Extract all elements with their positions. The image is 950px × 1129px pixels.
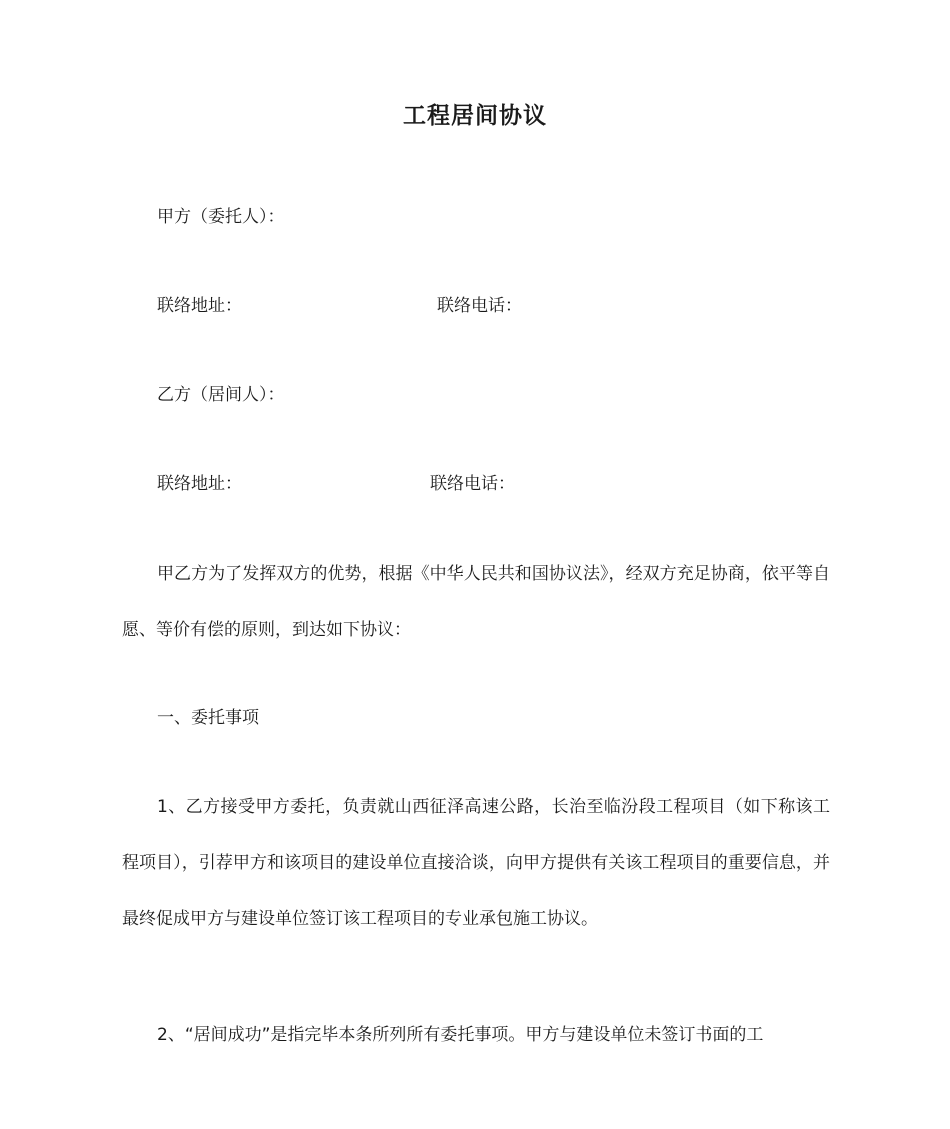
party-a-address-label: 联络地址：: [157, 296, 242, 316]
party-b-label: 乙方（居间人）：: [157, 385, 285, 405]
clause-2-paragraph: 2、“居间成功”是指完毕本条所列所有委托事项。甲方与建设单位未签订书面的工: [157, 1025, 764, 1045]
document-title: 工程居间协议: [403, 103, 547, 129]
section-1-heading: 一、委托事项: [157, 708, 259, 728]
party-b-address-label: 联络地址：: [157, 474, 242, 494]
party-a-phone-label: 联络电话：: [437, 296, 522, 316]
preamble-paragraph: 甲乙方为了发挥双方的优势，根据《中华人民共和国协议法》，经双方充足协商，依平等自愿、等价有偿的原则，到达如下协议：: [122, 564, 830, 640]
clause-1-paragraph: 1、乙方接受甲方委托，负责就山西征泽高速公路，长治至临汾段工程项目（如下称该工程项目），引荐甲方和该项目的建设单位直接洽谈，向甲方提供有关该工程项目的重要信息，并最终促成甲方与建设单位签订该工程项目的专业承包施工协议。: [122, 797, 830, 929]
party-a-label: 甲方（委托人）：: [157, 207, 285, 227]
party-b-phone-label: 联络电话：: [430, 474, 515, 494]
